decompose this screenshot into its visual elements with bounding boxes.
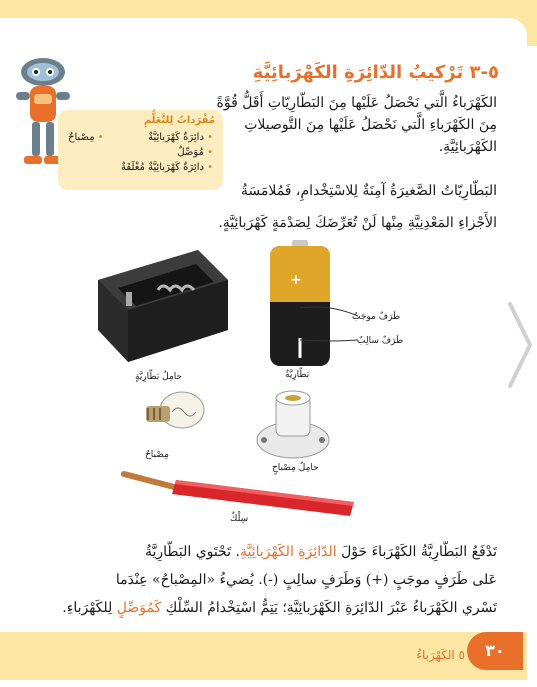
vocabulary-list [121,132,213,177]
vocabulary-item: • دائِرَةٌ كَهْرَبائِيَّةٌ [121,132,213,143]
vocabulary-title: مُفْرَداتٌ لِلتَّعَلُّمِ [143,115,215,126]
term-electric-circuit: الدّائِرَةِ الكَهْرَبائِيَّةِ [239,544,337,560]
vocabulary-item: • مُوَصِّلٌ [121,147,213,158]
section-heading: ٥-٣ تَرْكيبُ الدّائِرَةِ الكَهْرَبائِيَّةِ [252,62,499,83]
paragraph-2: البَطّارِيّاتُ الصَّغيرَةُ آمِنَةٌ لِلاسْتِخْدامِ، فَمُلامَسَةُ [240,183,497,199]
battery-holder-image [88,240,238,370]
bottom-line-1-b: . تَحْتَوي البَطّارِيَّةُ [144,544,240,560]
bottom-line-1 [37,538,497,566]
paragraph-1: الكَهْرَباءُ الَّتي نَحْصَلُ عَلَيْها مِنَ البَطّارِيّاتِ أَقَلُّ قُوَّةً مِنَ الكَهْرَباءِ الَّتي نَحْصَلُ عَلَيْها مِنَ التَّوصيلاتِ الكَهْرَبائِيَّةِ. [216,95,497,155]
bulb-image [138,388,208,440]
bulb-holder-label: حامِلُ مِصْباحٍ [272,463,319,473]
terminal-pointer-lines [300,300,360,350]
battery-holder-label: حامِلُ بَطّارِيَّةٍ [135,372,183,382]
bottom-line-3 [37,594,497,622]
bottom-line-1-a: تَدْفَعُ البَطّارِيَّةُ الكَهْرَباءَ حَوْلَ [336,544,497,560]
page-number-badge: ٣٠ [467,632,523,670]
wire-image [118,466,358,516]
bottom-line-2: عَلى طَرَفٍ موجَبٍ (+) وَطَرَفٍ سالِبٍ (-). يُضيءُ «المِصْباحُ» عِنْدَما [115,572,497,588]
vocabulary-item-bulb: • مِصْباحٌ [68,132,104,143]
negative-terminal-label: طَرَفٌ سالِبٌ [357,336,404,346]
battery-label: بَطّارِيَّةٌ [285,370,310,380]
term-conductor: كَمُوَصِّلٍ [116,600,162,616]
bottom-line-3-b: لِلكَهْرَباءِ. [62,600,117,616]
bulb-holder-image [252,382,334,462]
positive-terminal-label: طَرَفٌ موجَبٌ [352,312,401,322]
bottom-line-3-a: تَسْري الكَهْرَباءُ عَبْرَ الدّائِرَةِ الكَهْرَبائِيَّةِ؛ يَتِمُّ اسْتِخْدامُ السِّلْكِ [161,600,497,616]
paragraph-3: الأَجْزاءِ المَعْدِنِيَّةِ مِنْها لَنْ تُعَرِّضَكَ لِصَدْمَةٍ كَهْرَبائِيَّةٍ. [218,215,497,231]
vocabulary-item: • دائِرَةٌ كَهْرَبائِيَّةٌ مُغْلَقَةٌ [121,162,213,173]
bulb-label: مِصْباحٌ [145,450,169,460]
vocabulary-box [58,110,223,190]
wire-label: سِلْكٌ [230,514,249,524]
next-page-arrow-icon[interactable] [506,300,534,390]
footer-chapter-title: ٥ الكَهْرَباءُ [416,648,465,662]
battery-plus-sign: + [290,272,302,288]
